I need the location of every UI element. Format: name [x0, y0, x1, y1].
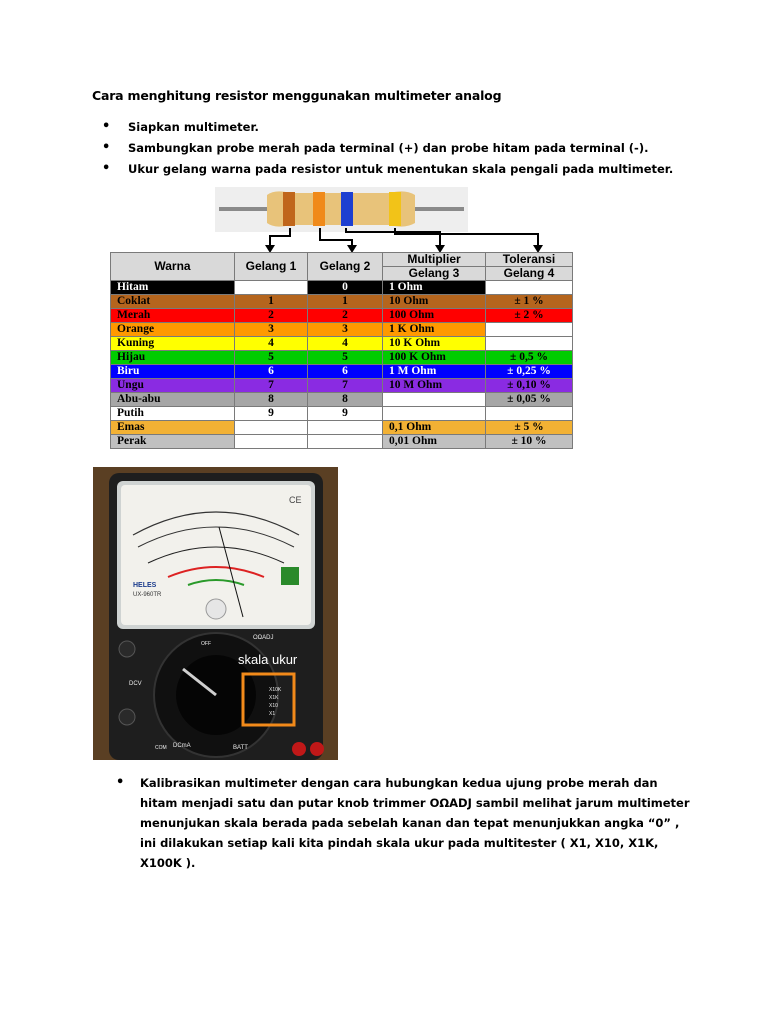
list-item: • Sambungkan probe merah pada terminal (+) dan probe hitam pada terminal (-). — [100, 140, 673, 161]
cell-gelang1: 8 — [235, 393, 308, 407]
table-row — [111, 351, 573, 365]
cell-warna: Emas — [111, 421, 235, 435]
resistor-illustration — [215, 187, 468, 232]
list-item: • Siapkan multimeter. — [100, 119, 673, 140]
table-row — [111, 295, 573, 309]
cell-gelang2: 4 — [308, 337, 383, 351]
cell-toleransi: ± 0,05 % — [486, 393, 573, 407]
dial-label-x1k: X1K — [269, 695, 279, 701]
cell-gelang1 — [235, 435, 308, 449]
table-row — [111, 309, 573, 323]
cell-gelang1: 9 — [235, 407, 308, 421]
cell-toleransi: ± 10 % — [486, 435, 573, 449]
cell-gelang2: 9 — [308, 407, 383, 421]
cell-warna: Abu-abu — [111, 393, 235, 407]
dial-label-x10: X10 — [269, 703, 278, 709]
cell-toleransi: ± 2 % — [486, 309, 573, 323]
cell-warna: Hitam — [111, 281, 235, 295]
multimeter-photo — [93, 467, 338, 760]
col-header-gelang1: Gelang 1 — [235, 253, 308, 281]
table-row — [111, 379, 573, 393]
cell-warna: Kuning — [111, 337, 235, 351]
table-row — [111, 281, 573, 295]
list-item: • Ukur gelang warna pada resistor untuk menentukan skala pengali pada multimeter. — [100, 161, 673, 182]
dial-label-x10k: X10K — [269, 687, 282, 693]
cell-multiplier: 1 Ohm — [383, 281, 486, 295]
cell-toleransi: ± 5 % — [486, 421, 573, 435]
table-row — [111, 407, 573, 421]
cell-multiplier — [383, 393, 486, 407]
cell-warna: Biru — [111, 365, 235, 379]
cell-gelang2: 8 — [308, 393, 383, 407]
cell-multiplier: 1 M Ohm — [383, 365, 486, 379]
table-row — [111, 421, 573, 435]
cell-toleransi: ± 0,25 % — [486, 365, 573, 379]
cell-warna: Coklat — [111, 295, 235, 309]
cell-warna: Ungu — [111, 379, 235, 393]
cell-multiplier: 1 K Ohm — [383, 323, 486, 337]
cell-gelang1 — [235, 421, 308, 435]
svg-text:CE: CE — [289, 495, 302, 505]
table-row — [111, 365, 573, 379]
cell-toleransi — [486, 337, 573, 351]
cell-gelang2: 5 — [308, 351, 383, 365]
cell-multiplier — [383, 407, 486, 421]
col-header-toleransi: Toleransi — [486, 253, 573, 267]
cell-gelang2: 7 — [308, 379, 383, 393]
cell-toleransi: ± 0,5 % — [486, 351, 573, 365]
col-header-gelang4: Gelang 4 — [486, 267, 573, 281]
table-row — [111, 337, 573, 351]
cell-multiplier: 10 M Ohm — [383, 379, 486, 393]
cell-gelang1 — [235, 281, 308, 295]
cell-toleransi: ± 1 % — [486, 295, 573, 309]
cell-multiplier: 0,1 Ohm — [383, 421, 486, 435]
cell-gelang2: 1 — [308, 295, 383, 309]
cell-gelang1: 2 — [235, 309, 308, 323]
cell-warna: Orange — [111, 323, 235, 337]
cell-gelang2: 3 — [308, 323, 383, 337]
cell-gelang2: 2 — [308, 309, 383, 323]
model-label: UX-960TR — [133, 592, 162, 598]
dial-label-batt: BATT — [233, 745, 248, 751]
page-title: Cara menghitung resistor menggunakan multimeter analog — [92, 88, 502, 103]
table-row — [111, 435, 573, 449]
col-header-warna: Warna — [111, 253, 235, 281]
table-row — [111, 323, 573, 337]
calibration-text: Kalibrasikan multimeter dengan cara hubungkan kedua ujung probe merah dan hitam menjadi satu dan putar knob trimmer OΩADJ sambil melihat jarum multimeter menunjukan skala berada pada sebelah kanan dan tepat menunjukkan angka “0” , ini dilakukan setiap kali kita pindah skala ukur pada multitester ( X1, X10, X1K, X100K ). — [140, 776, 690, 870]
color-code-table — [110, 252, 573, 449]
cell-gelang2 — [308, 421, 383, 435]
col-header-gelang2: Gelang 2 — [308, 253, 383, 281]
cell-gelang2: 6 — [308, 365, 383, 379]
cell-gelang1: 6 — [235, 365, 308, 379]
cell-gelang1: 3 — [235, 323, 308, 337]
dial-label-dcv: DCV — [129, 681, 142, 687]
dial-label-x1: X1 — [269, 711, 276, 717]
cell-warna: Hijau — [111, 351, 235, 365]
cell-warna: Perak — [111, 435, 235, 449]
cell-toleransi — [486, 281, 573, 295]
cell-gelang1: 7 — [235, 379, 308, 393]
cell-gelang2 — [308, 435, 383, 449]
bullet-dot: • — [116, 775, 125, 790]
col-header-gelang3: Gelang 3 — [383, 267, 486, 281]
cell-toleransi — [486, 323, 573, 337]
cell-multiplier: 10 Ohm — [383, 295, 486, 309]
band-arrows — [110, 228, 590, 254]
steps-list — [100, 119, 673, 182]
table-row — [111, 393, 573, 407]
dial-label-com: COM — [155, 745, 167, 751]
col-header-multiplier: Multiplier — [383, 253, 486, 267]
cell-warna: Merah — [111, 309, 235, 323]
dial-label-dcma: DCmA — [173, 743, 191, 749]
cell-gelang2: 0 — [308, 281, 383, 295]
cell-multiplier: 0,01 Ohm — [383, 435, 486, 449]
cell-gelang1: 4 — [235, 337, 308, 351]
scale-callout-label: skala ukur — [238, 652, 298, 667]
cell-toleransi: ± 0,10 % — [486, 379, 573, 393]
dial-label-off: OFF — [201, 641, 211, 647]
dial-label-ohm-adj: OΩADJ — [253, 635, 274, 641]
cell-multiplier: 100 Ohm — [383, 309, 486, 323]
cell-gelang1: 5 — [235, 351, 308, 365]
cell-multiplier: 100 K Ohm — [383, 351, 486, 365]
calibration-step — [116, 773, 696, 873]
brand-label: HELES — [133, 582, 157, 589]
cell-gelang1: 1 — [235, 295, 308, 309]
cell-warna: Putih — [111, 407, 235, 421]
cell-toleransi — [486, 407, 573, 421]
cell-multiplier: 10 K Ohm — [383, 337, 486, 351]
